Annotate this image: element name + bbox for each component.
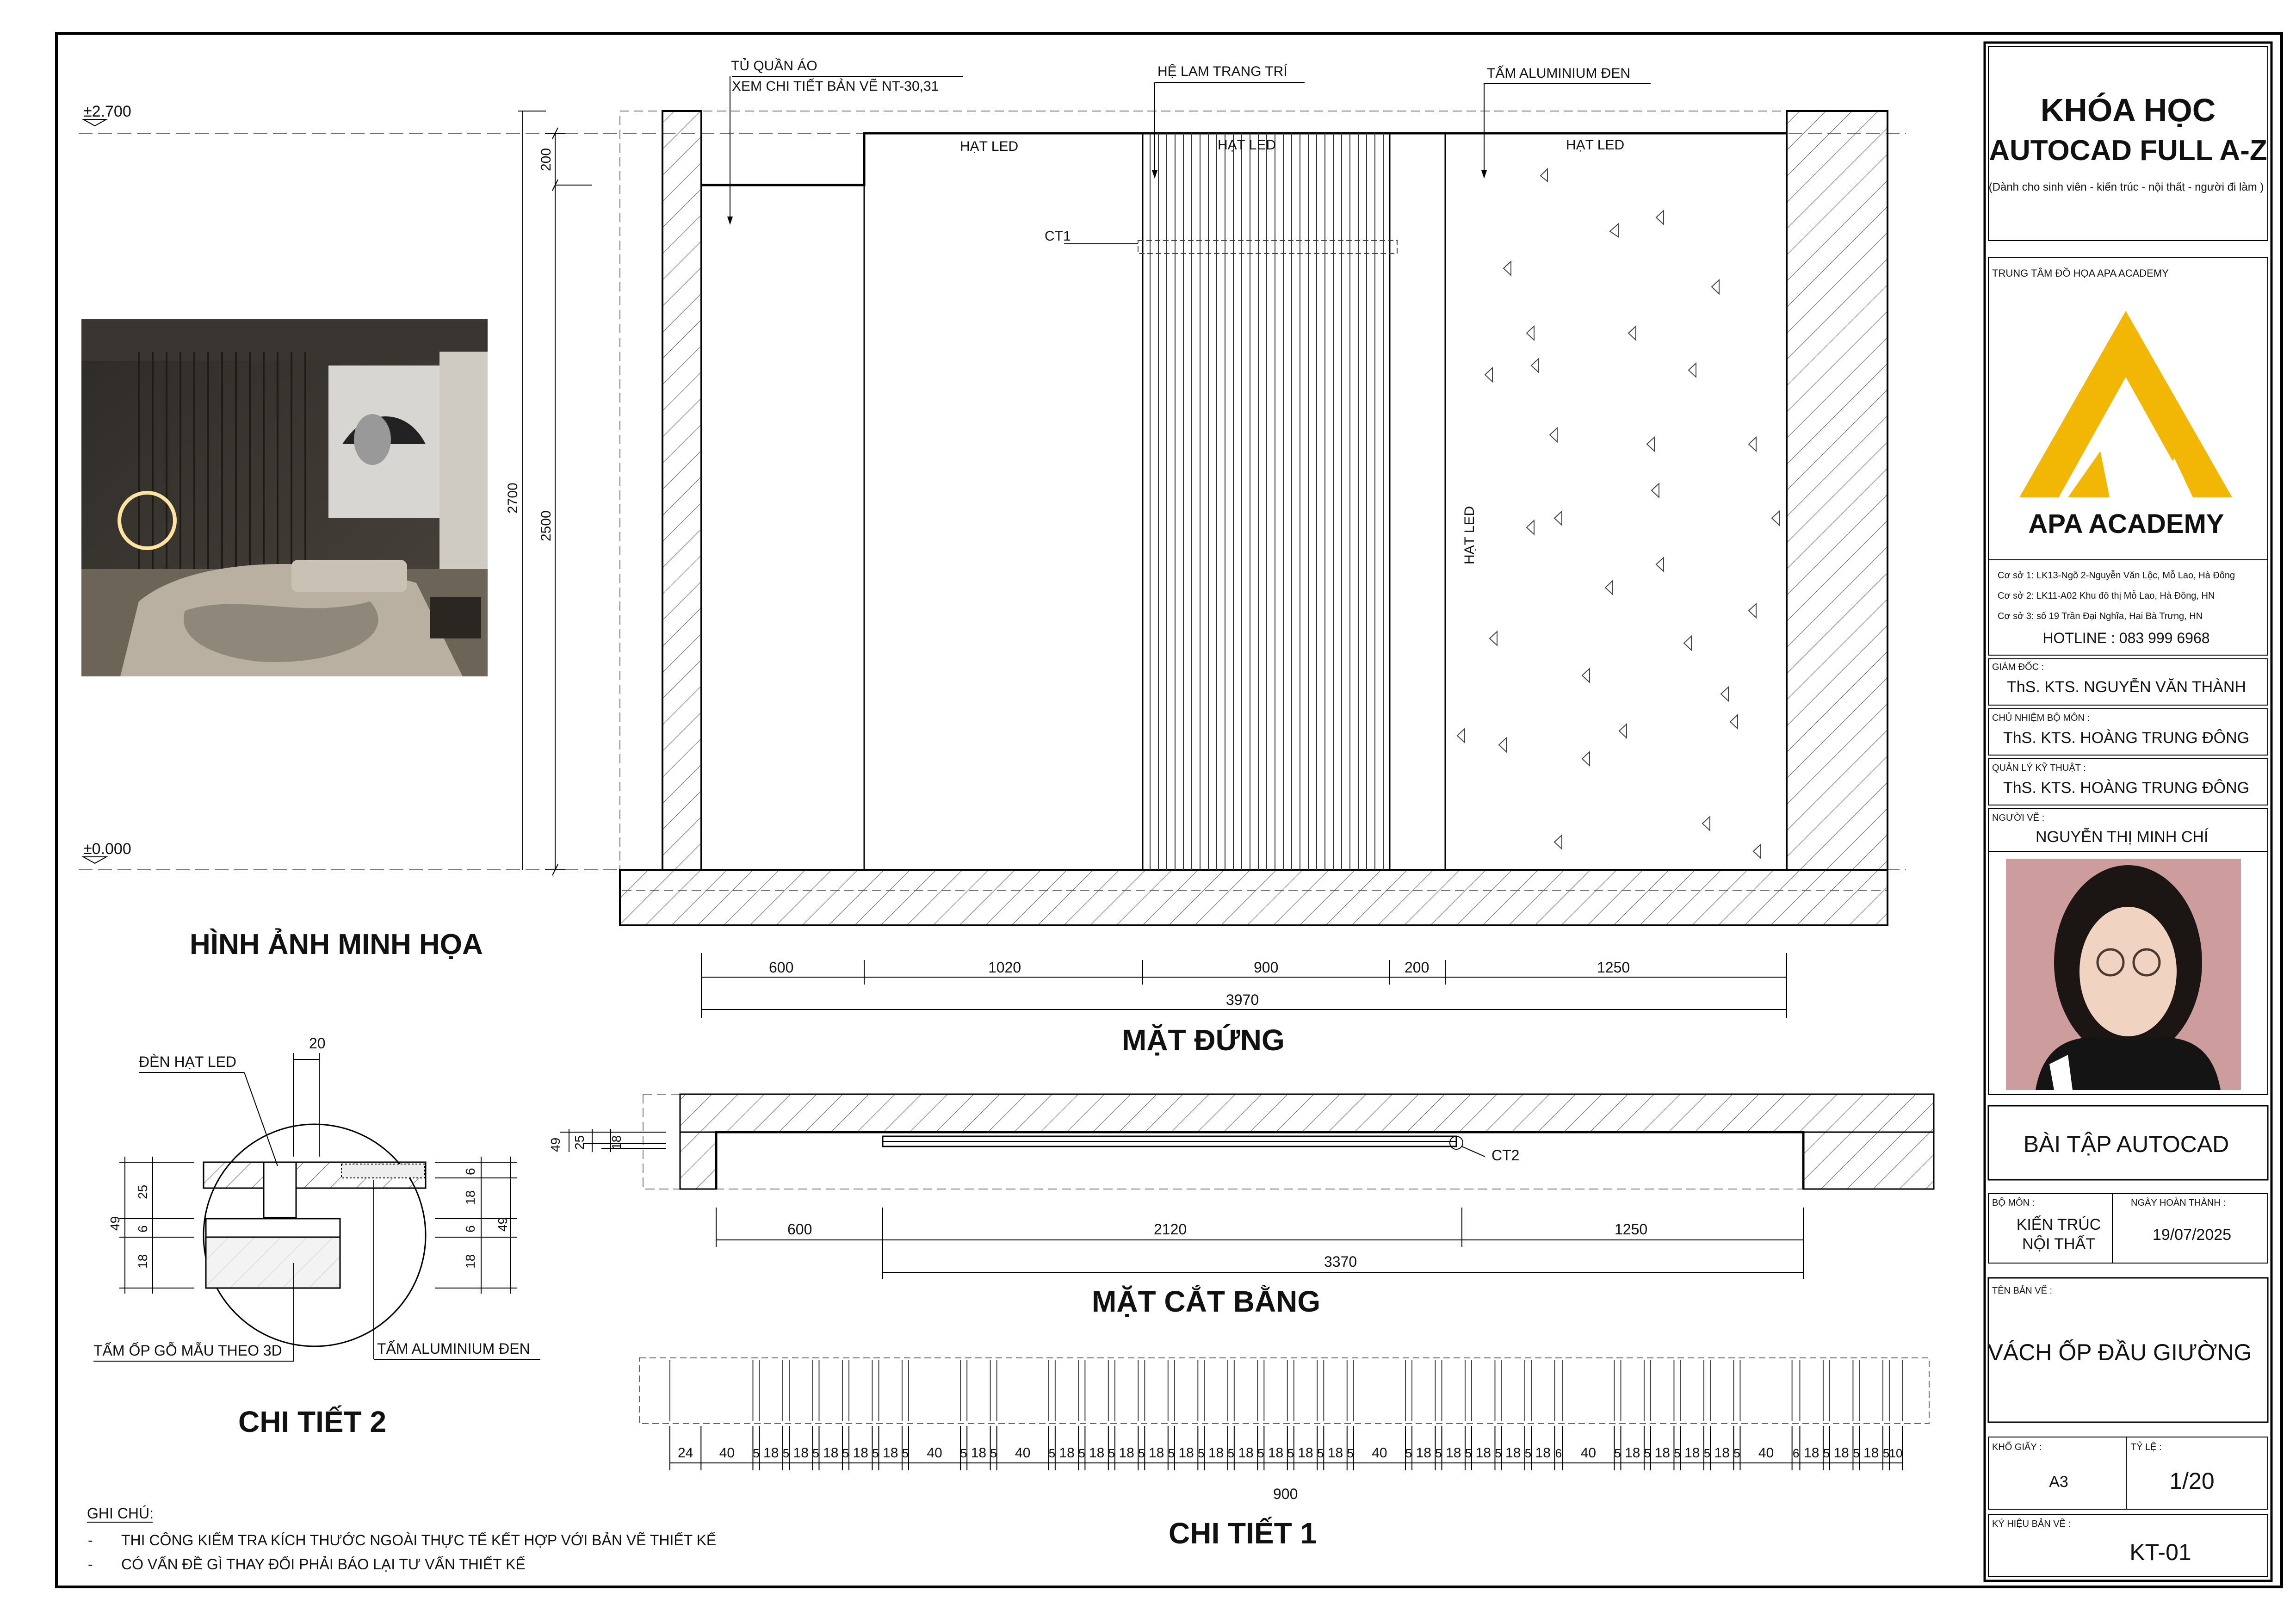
detail1-dim-label: 40 (1372, 1445, 1387, 1461)
section-dim-3370: 3370 (1324, 1253, 1357, 1270)
detail1-dim-label: 5 (1853, 1446, 1860, 1460)
detail1-dim-label: 5 (902, 1446, 909, 1460)
drawer-label: NGƯỜI VẼ : (1992, 813, 2045, 823)
detail-1-view (639, 1358, 1929, 1550)
detail1-dim-label: 18 (823, 1445, 839, 1461)
drawer-avatar (2006, 859, 2241, 1090)
decor-lam-panel (1143, 133, 1390, 870)
lam-callout: HỆ LAM TRANG TRÍ (1157, 64, 1287, 79)
detail1-dim-label: 5 (1138, 1446, 1145, 1460)
detail1-dim-label: 10 (1889, 1446, 1903, 1460)
detail1-dim-label: 5 (1823, 1446, 1830, 1460)
detail1-dim-label: 5 (1287, 1446, 1294, 1460)
section-plan-view (548, 1094, 1934, 1318)
dim-600: 600 (769, 959, 794, 976)
dim-200-vertical: 200 (538, 148, 554, 171)
drawing-code: KT-01 (2129, 1539, 2191, 1565)
head-name: ThS. KTS. HOÀNG TRUNG ĐÔNG (2003, 729, 2250, 747)
detail2-right-6a: 6 (463, 1168, 477, 1175)
detail2-left-49: 49 (108, 1216, 122, 1231)
detail-2-view (93, 1035, 540, 1438)
detail2-left-18: 18 (136, 1254, 150, 1269)
dim-200: 200 (1405, 959, 1430, 976)
detail1-dim-label: 18 (1475, 1445, 1491, 1461)
detail1-dim-label: 5 (1614, 1446, 1621, 1460)
course-line2: AUTOCAD FULL A-Z (1989, 135, 2267, 167)
tech-name: ThS. KTS. HOÀNG TRUNG ĐÔNG (2003, 779, 2250, 797)
section-title: MẶT CẮT BẰNG (1092, 1285, 1321, 1318)
section-dim-1250: 1250 (1615, 1221, 1648, 1238)
note-item-1: THI CÔNG KIỂM TRA KÍCH THƯỚC NGOÀI THỰC TẾ KẾT HỢP VỚI BẢN VẼ THIẾT KẾ (121, 1532, 717, 1549)
detail1-dim-label: 18 (853, 1445, 868, 1461)
exercise-title: BÀI TẬP AUTOCAD (2023, 1131, 2229, 1157)
director-label: GIÁM ĐỐC : (1992, 662, 2044, 672)
detail1-dim-label: 18 (1863, 1445, 1879, 1461)
detail1-dim-label: 5 (1227, 1446, 1235, 1460)
detail1-dim-label: 5 (1078, 1446, 1085, 1460)
brand-name: APA ACADEMY (2028, 509, 2224, 539)
detail2-right-6b: 6 (463, 1225, 477, 1233)
detail1-dim-label: 18 (1416, 1445, 1431, 1461)
detail1-dim-label: 5 (1644, 1446, 1651, 1460)
dim-3970: 3970 (1226, 991, 1259, 1008)
detail1-dim-label: 18 (1148, 1445, 1164, 1461)
detail1-dim-label: 18 (1327, 1445, 1343, 1461)
address-2: Cơ sở 2: LK11-A02 Khu đô thị Mỗ Lao, Hà Đông, HN (1998, 591, 2215, 601)
detail1-dim-label: 18 (1833, 1445, 1849, 1461)
detail1-dim-label: 18 (883, 1445, 898, 1461)
dim-2700-vertical: 2700 (505, 483, 520, 514)
detail2-title: CHI TIẾT 2 (238, 1405, 387, 1438)
detail1-dim-label: 18 (1804, 1445, 1819, 1461)
detail1-dim-label: 5 (990, 1446, 997, 1460)
notes-section (87, 1505, 716, 1573)
drawing-name: VÁCH ỐP ĐẦU GIƯỜNG (1987, 1339, 2252, 1365)
hotline: HOTLINE : 083 999 6968 (2042, 630, 2210, 646)
detail2-alu-label: TẤM ALUMINIUM ĐEN (377, 1340, 530, 1357)
dept-label: BỘ MÔN : (1992, 1198, 2035, 1208)
detail1-dim-label: 6 (1555, 1446, 1562, 1460)
scale-label: TỶ LỆ : (2131, 1442, 2162, 1452)
paper-label: KHỔ GIẤY : (1992, 1442, 2042, 1452)
notes-heading: GHI CHÚ: (87, 1505, 154, 1522)
elevation-title: MẶT ĐỨNG (1122, 1023, 1285, 1057)
detail1-dim-label: 5 (812, 1446, 819, 1460)
scale-value: 1/20 (2169, 1468, 2215, 1494)
detail2-right-18a: 18 (463, 1190, 477, 1205)
detail1-dim-label: 5 (1048, 1446, 1056, 1460)
detail1-dim-label: 18 (1684, 1445, 1700, 1461)
detail2-right-49: 49 (495, 1217, 510, 1232)
detail1-dim-label: 5 (1347, 1446, 1354, 1460)
detail1-dim-label: 24 (677, 1445, 693, 1461)
detail1-total-900: 900 (1273, 1486, 1298, 1502)
tech-label: QUẢN LÝ KỸ THUẬT : (1992, 763, 2086, 773)
detail1-dim-label: 40 (1580, 1445, 1597, 1461)
drawing-name-label: TÊN BẢN VẼ : (1992, 1286, 2053, 1296)
detail1-dim-label: 18 (1625, 1445, 1640, 1461)
detail1-dim-label: 18 (1208, 1445, 1224, 1461)
detail1-dim-label: 18 (1119, 1445, 1134, 1461)
title-block (1988, 46, 2268, 1577)
dim-900: 900 (1254, 959, 1279, 976)
detail1-dim-label: 5 (872, 1446, 879, 1460)
wardrobe-callout: TỦ QUẦN ÁO (731, 58, 817, 74)
led-label-1: HẠT LED (960, 139, 1019, 154)
detail1-dim-label: 5 (842, 1446, 849, 1460)
dept-line1: KIẾN TRÚC (2016, 1216, 2101, 1233)
detail2-dim-20: 20 (309, 1035, 326, 1052)
detail1-dim-label: 40 (927, 1445, 942, 1461)
photo-title: HÌNH ẢNH MINH HỌA (190, 929, 483, 960)
detail1-dim-label: 18 (1446, 1445, 1461, 1461)
dim-1020: 1020 (988, 959, 1021, 976)
level-top: ±2.700 (83, 103, 131, 120)
detail1-dim-label: 18 (971, 1445, 987, 1461)
detail1-dim-label: 5 (1435, 1446, 1442, 1460)
detail2-led-label: ĐÈN HẠT LED (139, 1053, 237, 1070)
detail2-wood-label: TẤM ỐP GỖ MẪU THEO 3D (93, 1342, 282, 1359)
detail1-dim-label: 18 (1535, 1445, 1551, 1461)
date-label: NGÀY HOÀN THÀNH : (2131, 1198, 2226, 1208)
section-dim-18: 18 (609, 1135, 624, 1150)
completion-date: 19/07/2025 (2152, 1226, 2232, 1244)
course-line1: KHÓA HỌC (2040, 92, 2216, 128)
wardrobe-ref-callout: XEM CHI TIẾT BẢN VẼ NT-30,31 (732, 79, 939, 94)
detail2-left-25: 25 (136, 1184, 150, 1199)
floor-slab (620, 870, 1888, 925)
alu-callout: TẤM ALUMINIUM ĐEN (1487, 66, 1631, 81)
svg-text:-: - (88, 1556, 93, 1573)
detail1-dim-label: 5 (1168, 1446, 1175, 1460)
director-name: ThS. KTS. NGUYỄN VĂN THÀNH (2007, 678, 2246, 696)
section-dim-2120: 2120 (1154, 1221, 1187, 1238)
address-1: Cơ sở 1: LK13-Ngõ 2-Nguyễn Văn Lộc, Mỗ Lao, Hà Đông (1998, 570, 2235, 581)
detail1-dim-label: 5 (1882, 1446, 1890, 1460)
detail2-right-18b: 18 (463, 1254, 477, 1269)
detail1-dim-label: 18 (1178, 1445, 1194, 1461)
left-wall (662, 111, 701, 870)
detail1-dim-label: 5 (1674, 1446, 1681, 1460)
section-dim-600: 600 (787, 1221, 812, 1238)
detail1-dim-label: 6 (1792, 1446, 1800, 1460)
code-label: KÝ HIỆU BẢN VẼ : (1992, 1519, 2071, 1529)
center-label: TRUNG TÂM ĐỒ HỌA APA ACADEMY (1992, 267, 2169, 279)
drawer-name: NGUYỄN THỊ MINH CHÍ (2036, 828, 2209, 846)
detail1-dim-label: 5 (1524, 1446, 1532, 1460)
detail1-dim-label: 5 (1733, 1446, 1740, 1460)
detail1-title: CHI TIẾT 1 (1169, 1517, 1317, 1550)
illustration-photo (81, 319, 488, 676)
detail1-dim-label: 5 (1465, 1446, 1472, 1460)
led-label-2: HẠT LED (1218, 137, 1276, 153)
detail1-dim-label: 5 (782, 1446, 790, 1460)
right-wall (1787, 111, 1888, 870)
note-item-2: CÓ VẤN ĐỀ GÌ THAY ĐỔI PHẢI BÁO LẠI TƯ VẤN THIẾT KẾ (121, 1556, 526, 1573)
detail1-dim-label: 18 (1238, 1445, 1254, 1461)
head-label: CHỦ NHIỆM BỘ MÔN : (1992, 713, 2090, 723)
detail1-dim-label: 40 (1015, 1445, 1031, 1461)
dim-1250: 1250 (1597, 959, 1630, 976)
aluminium-panel (1457, 169, 1779, 858)
detail1-dim-label: 5 (753, 1446, 760, 1460)
level-bottom: ±0.000 (83, 840, 131, 858)
ct2-label: CT2 (1491, 1147, 1520, 1164)
detail1-dim-label: 40 (719, 1445, 735, 1461)
led-label-3: HẠT LED (1566, 137, 1625, 153)
dim-2500-vertical: 2500 (538, 510, 554, 541)
ct1-label: CT1 (1045, 229, 1071, 244)
detail1-dim-label: 5 (1108, 1446, 1115, 1460)
detail1-dim-label: 18 (793, 1445, 809, 1461)
detail1-dim-label: 18 (1268, 1445, 1284, 1461)
detail1-dim-label: 18 (1654, 1445, 1670, 1461)
detail1-dim-label: 18 (763, 1445, 779, 1461)
detail1-dim-label: 5 (1405, 1446, 1412, 1460)
detail1-dim-label: 5 (1703, 1446, 1711, 1460)
led-label-vertical: HẠT LED (1462, 506, 1477, 564)
detail1-dim-label: 18 (1505, 1445, 1521, 1461)
detail1-dim-label: 5 (960, 1446, 967, 1460)
detail1-dim-label: 5 (1198, 1446, 1205, 1460)
detail1-dim-label: 18 (1714, 1445, 1730, 1461)
detail1-dim-label: 5 (1257, 1446, 1264, 1460)
paper-size: A3 (2049, 1473, 2068, 1491)
detail1-dim-label: 5 (1495, 1446, 1502, 1460)
course-sub: (Dành cho sinh viên - kiến trúc - nội thất - người đi làm ) (1988, 181, 2264, 193)
detail2-left-6: 6 (136, 1225, 150, 1233)
svg-text:-: - (88, 1532, 93, 1549)
detail1-dim-label: 18 (1089, 1445, 1105, 1461)
address-3: Cơ sở 3: số 19 Trần Đại Nghĩa, Hai Bà Trưng, HN (1998, 611, 2203, 621)
dept-line2: NỘI THẤT (2022, 1235, 2096, 1253)
section-dim-49: 49 (548, 1137, 563, 1152)
detail1-dim-label: 40 (1758, 1445, 1774, 1461)
detail1-dim-label: 18 (1059, 1445, 1075, 1461)
detail1-dim-label: 5 (1317, 1446, 1324, 1460)
apa-logo-icon (2019, 311, 2232, 497)
detail1-dim-label: 18 (1298, 1445, 1313, 1461)
section-dim-25: 25 (572, 1135, 587, 1150)
